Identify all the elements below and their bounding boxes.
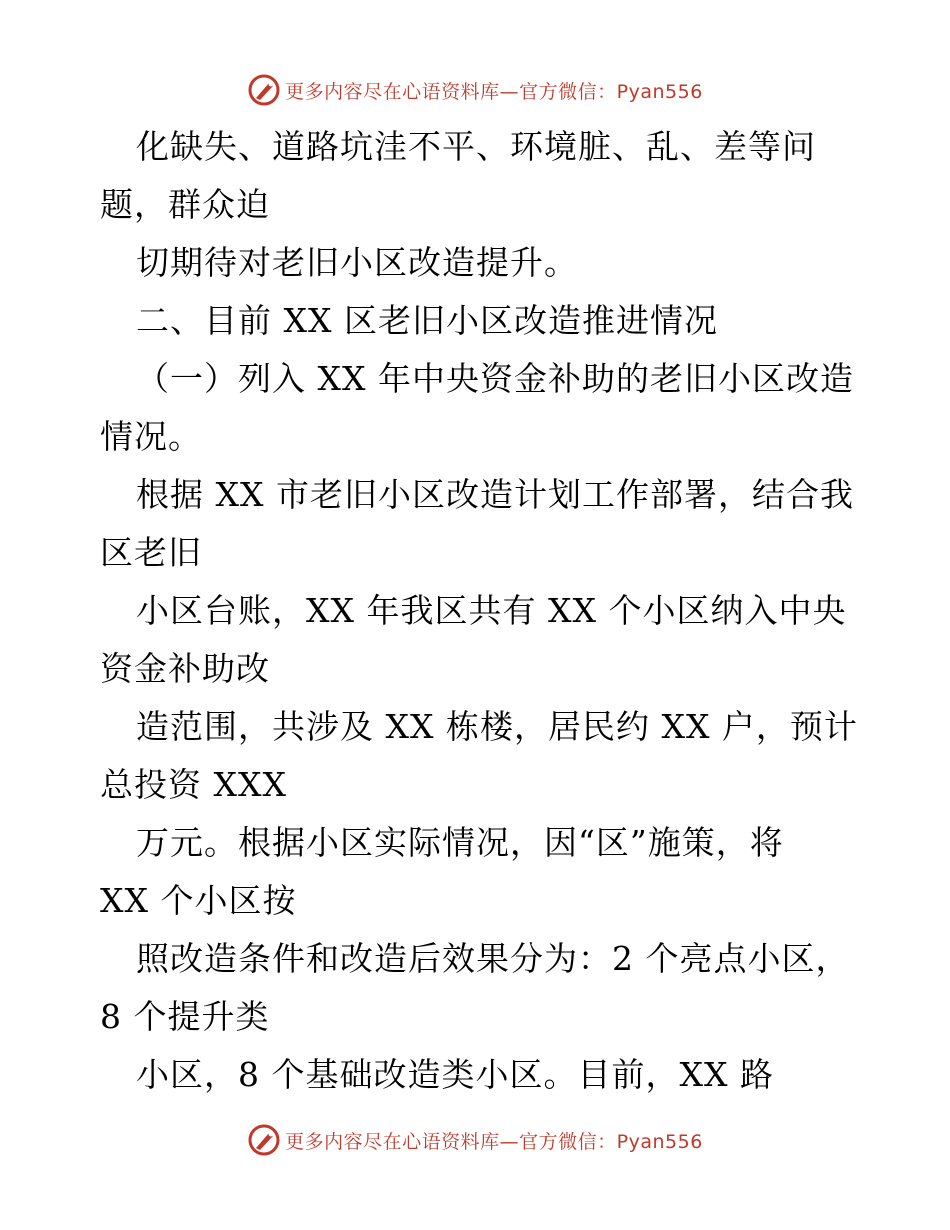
body-line: XX 个小区按 xyxy=(100,881,297,920)
body-line: 小区，8 个基础改造类小区。目前，XX 路 xyxy=(136,1055,774,1094)
body-line: 题，群众迫 xyxy=(100,185,270,224)
pen-logo-icon xyxy=(247,73,281,107)
footer-banner-text: 更多内容尽在心语资料库—官方微信：Pyan556 xyxy=(285,1130,703,1153)
subsection-heading: （一）列入 XX 年中央资金补助的老旧小区改造 xyxy=(136,359,854,398)
header-banner-text: 更多内容尽在心语资料库—官方微信：Pyan556 xyxy=(285,80,703,103)
body-line: 造范围，共涉及 XX 栋楼，居民约 XX 户，预计 xyxy=(136,707,858,746)
body-line: 8 个提升类 xyxy=(100,997,270,1036)
body-line: 化缺失、道路坑洼不平、环境脏、乱、差等问 xyxy=(136,127,816,166)
body-line: 切期待对老旧小区改造提升。 xyxy=(136,243,578,282)
body-line: 小区台账，XX 年我区共有 XX 个小区纳入中央 xyxy=(136,591,847,630)
body-line: 情况。 xyxy=(100,417,202,456)
body-line: 万元。根据小区实际情况，因“区”施策，将 xyxy=(136,823,784,862)
body-line: 资金补助改 xyxy=(100,649,270,688)
body-line: 区老旧 xyxy=(100,533,202,572)
section-heading: 二、目前 XX 区老旧小区改造推进情况 xyxy=(136,301,718,340)
body-line: 根据 XX 市老旧小区改造计划工作部署，结合我 xyxy=(136,475,854,514)
document-body xyxy=(100,118,860,1104)
body-line: 总投资 XXX xyxy=(100,765,287,804)
pen-logo-icon xyxy=(247,1123,281,1157)
header-banner xyxy=(0,70,950,110)
body-line: 照改造条件和改造后效果分为：2 个亮点小区， xyxy=(136,939,850,978)
footer-banner xyxy=(0,1120,950,1160)
